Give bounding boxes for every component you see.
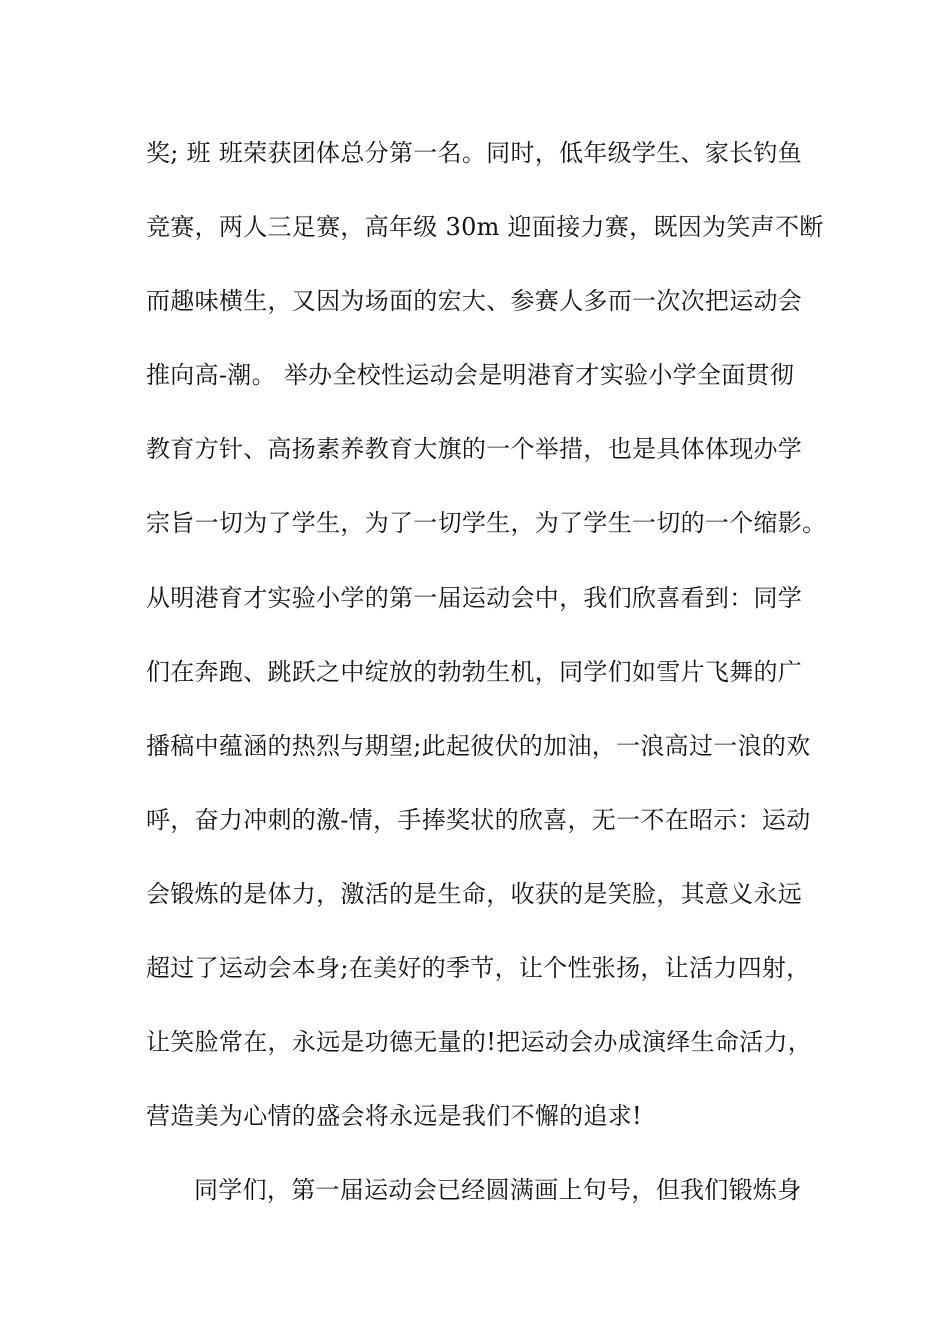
paragraph-start-line: 同学们，第一届运动会已经圆满画上句号，但我们锻炼身 (194, 1176, 802, 1205)
text-line-1: 奖; 班 班荣获团体总分第一名。同时，低年级学生、家长钓鱼 (146, 139, 803, 167)
text-line-9: 播稿中蕴涵的热烈与期望;此起彼伏的加油，一浪高过一浪的欢 (146, 731, 811, 760)
text-line-10: 呼，奋力冲刺的激-情，手捧奖状的欣喜，无一不在昭示：运动 (146, 805, 811, 834)
text-line-5: 教育方针、高扬素养教育大旗的一个举措，也是具体体现办学 (146, 435, 803, 464)
text-line-13: 让笑脸常在，永远是功德无量的!把运动会办成演绎生命活力， (146, 1028, 813, 1057)
text-line-2: 竞赛，两人三足赛，高年级 30m 迎面接力赛，既因为笑声不断 (146, 213, 824, 242)
text-line-11: 会锻炼的是体力，激活的是生命，收获的是笑脸，其意义永远 (146, 879, 803, 908)
text-line-7: 从明港育才实验小学的第一届运动会中，我们欣喜看到：同学 (146, 583, 803, 612)
text-line-4: 推向高-潮。 举办全校性运动会是明港育才实验小学全面贯彻 (146, 361, 795, 390)
text-line-6: 宗旨一切为了学生，为了一切学生，为了学生一切的一个缩影。 (146, 509, 827, 538)
text-line-14: 营造美为心情的盛会将永远是我们不懈的追求! (146, 1102, 642, 1131)
body-text (146, 130, 866, 1241)
text-line-3: 而趣味横生，又因为场面的宏大、参赛人多而一次次把运动会 (146, 287, 803, 316)
text-line-12: 超过了运动会本身;在美好的季节，让个性张扬，让活力四射， (146, 954, 811, 983)
text-line-8: 们在奔跑、跳跃之中绽放的勃勃生机，同学们如雪片飞舞的广 (146, 657, 803, 686)
